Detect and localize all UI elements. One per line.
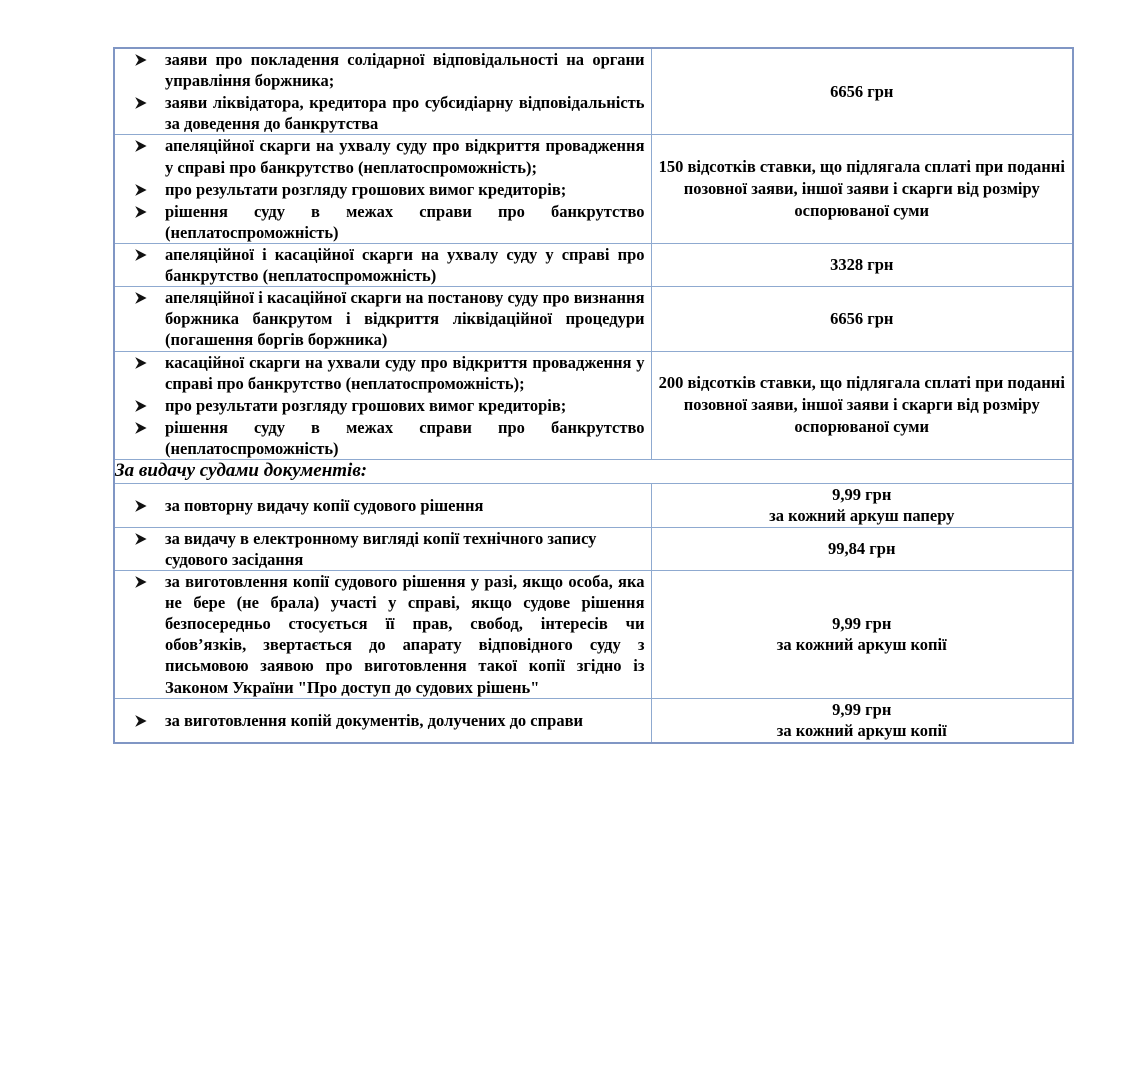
fee-amount-cell <box>651 243 1073 286</box>
fee-description-cell <box>114 483 651 527</box>
list-item-text: про результати розгляду грошових вимог кредиторів; <box>165 179 567 199</box>
fee-amount-line: за кожний аркуш копії <box>776 635 947 655</box>
list-item-text: апеляційної і касаційної скарги на постанову суду про визнання боржника банкрутом і відкриття ліквідаційної процедури (погашення боргів боржника) <box>165 288 645 350</box>
court-fee-table-body <box>114 48 1073 743</box>
list-item <box>115 495 651 516</box>
list-item-text: заяви ліквідатора, кредитора про субсидіарну відповідальність за доведення до банкрутства <box>165 93 645 134</box>
fee-amount-cell <box>651 135 1073 244</box>
arrow-bullet-icon <box>134 710 152 731</box>
court-fee-table <box>113 47 1074 744</box>
table-row <box>114 698 1073 742</box>
table-row <box>114 527 1073 570</box>
table-row <box>114 483 1073 527</box>
fee-description-cell <box>114 243 651 286</box>
arrow-bullet-icon <box>134 92 152 113</box>
fee-description-list <box>115 710 651 731</box>
arrow-bullet-icon <box>134 495 152 516</box>
section-heading-cell <box>114 460 1073 484</box>
fee-amount-line: 6656 грн <box>830 82 894 101</box>
fee-description-list <box>115 495 651 516</box>
fee-description-list <box>115 49 651 134</box>
fee-amount-cell <box>651 351 1073 460</box>
list-item <box>115 395 651 416</box>
fee-description-cell <box>114 48 651 135</box>
list-item-text: апеляційної і касаційної скарги на ухвалу суду у справі про банкрутство (неплатоспроможність) <box>165 244 645 286</box>
table-row <box>114 48 1073 135</box>
arrow-bullet-icon <box>134 417 152 438</box>
fee-description-list <box>115 528 651 570</box>
list-item <box>115 179 651 200</box>
arrow-bullet-icon <box>134 135 152 156</box>
list-item <box>115 201 651 243</box>
fee-amount-line: за кожний аркуш копії <box>776 721 947 741</box>
arrow-bullet-icon <box>134 201 152 222</box>
arrow-bullet-icon <box>134 352 152 373</box>
fee-amount-cell <box>651 570 1073 698</box>
table-row <box>114 287 1073 351</box>
list-item-text: про результати розгляду грошових вимог кредиторів; <box>165 395 567 415</box>
arrow-bullet-icon <box>134 179 152 200</box>
list-item-text: за повторну видачу копії судового рішення <box>165 495 484 515</box>
fee-description-cell <box>114 570 651 698</box>
section-heading-row <box>114 460 1073 484</box>
arrow-bullet-icon <box>134 49 152 70</box>
fee-description-list <box>115 287 651 350</box>
list-item-text: заяви про покладення солідарної відповідальності на органи управління боржника; <box>165 50 645 91</box>
list-item <box>115 244 651 286</box>
table-row <box>114 135 1073 244</box>
fee-amount-line: 6656 грн <box>830 309 894 329</box>
table-row <box>114 351 1073 460</box>
list-item-text: рішення суду в межах справи про банкрутство (неплатоспроможність) <box>165 201 645 242</box>
arrow-bullet-icon <box>134 571 152 592</box>
arrow-bullet-icon <box>134 528 152 549</box>
fee-description-cell <box>114 135 651 244</box>
arrow-bullet-icon <box>134 395 152 416</box>
fee-amount-line: 9,99 грн <box>832 484 892 504</box>
fee-description-list <box>115 244 651 286</box>
fee-amount-cell <box>651 698 1073 742</box>
fee-amount-cell <box>651 287 1073 351</box>
section-title: За видачу судами документів: <box>115 460 368 482</box>
fee-amount-line: 150 відсотків ставки, що підлягала сплаті при поданні позовної заяви, іншої заяви і скарги від розміру оспорюваної суми <box>658 157 1065 221</box>
fee-amount-line: 9,99 грн <box>832 613 892 633</box>
list-item <box>115 417 651 459</box>
fee-amount-line: 3328 грн <box>830 255 894 275</box>
list-item <box>115 92 651 134</box>
fee-description-list <box>115 135 651 243</box>
list-item <box>115 135 651 177</box>
fee-description-cell <box>114 698 651 742</box>
list-item <box>115 571 651 698</box>
fee-amount-line: 200 відсотків ставки, що підлягала сплаті при поданні позовної заяви, іншої заяви і скарги від розміру оспорюваної суми <box>658 373 1065 437</box>
fee-amount-cell <box>651 48 1073 135</box>
fee-description-cell <box>114 287 651 351</box>
fee-amount-cell <box>651 527 1073 570</box>
list-item <box>115 710 651 731</box>
arrow-bullet-icon <box>134 287 152 308</box>
list-item <box>115 49 651 91</box>
fee-amount-line: за кожний аркуш паперу <box>769 506 955 526</box>
fee-description-cell <box>114 527 651 570</box>
fee-amount-line: 99,84 грн <box>828 539 896 559</box>
list-item-text: за виготовлення копій документів, долучених до справи <box>165 710 583 730</box>
list-item-text: за виготовлення копії судового рішення у разі, якщо особа, яка не бере (не брала) участі у справі, якщо судове рішення безпосередньо стосується її прав, свобод, інтересів чи обов’язків, звертається до апарату відповідного суду з письмовою заявою про виготовлення такої копії згідно із Законом України "Про доступ до судових рішень" <box>165 571 645 697</box>
fee-amount-line: 9,99 грн <box>832 699 892 719</box>
table-row <box>114 570 1073 698</box>
fee-description-list <box>115 571 651 698</box>
list-item <box>115 528 651 570</box>
arrow-bullet-icon <box>134 244 152 265</box>
list-item-text: апеляційної скарги на ухвалу суду про відкриття провадження у справі про банкрутство (неплатоспроможність); <box>165 136 645 177</box>
table-row <box>114 243 1073 286</box>
fee-description-list <box>115 352 651 460</box>
list-item-text: касаційної скарги на ухвали суду про відкриття провадження у справі про банкрутство (неплатоспроможність); <box>165 352 645 393</box>
list-item <box>115 352 651 394</box>
fee-amount-cell <box>651 483 1073 527</box>
fee-description-cell <box>114 351 651 460</box>
list-item-text: за видачу в електронному вигляді копії технічного запису судового засідання <box>165 528 597 569</box>
list-item <box>115 287 651 350</box>
list-item-text: рішення суду в межах справи про банкрутство (неплатоспроможність) <box>165 417 645 458</box>
